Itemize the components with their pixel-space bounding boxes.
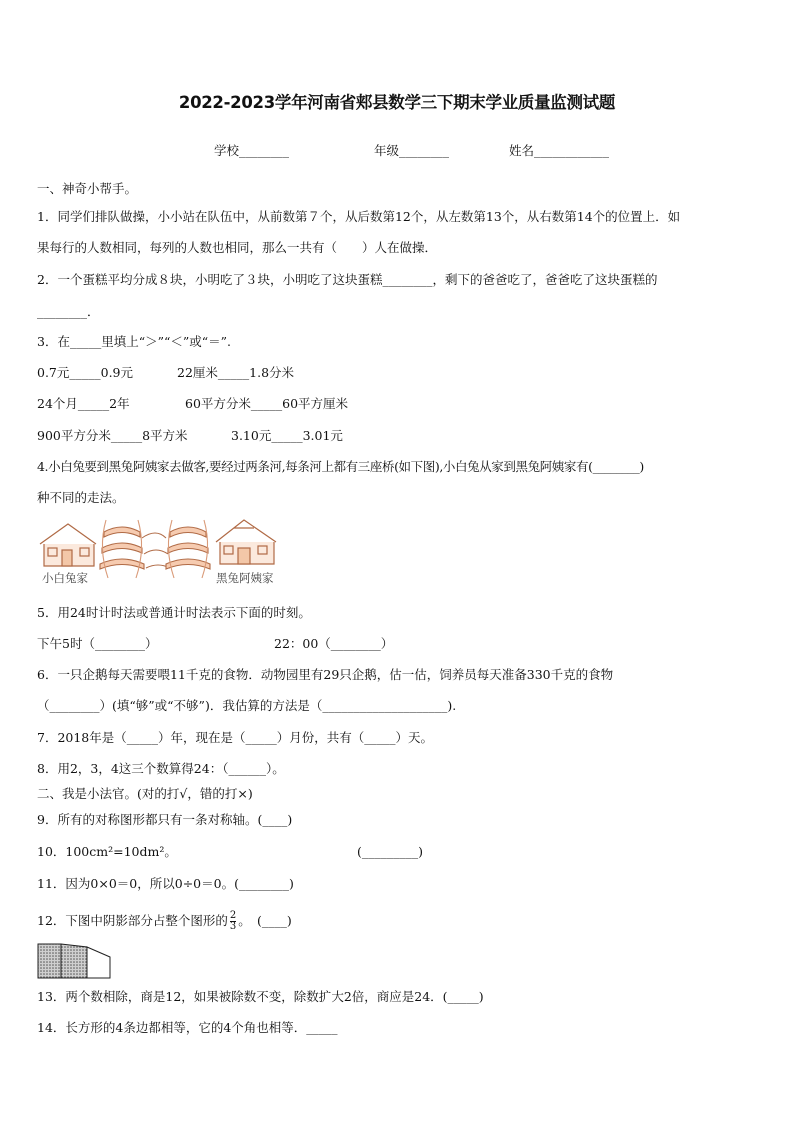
- question-3-stem: 3．在_____里填上“＞”“＜”或“＝”.: [37, 334, 232, 349]
- shaded-figure-drawing: [37, 943, 113, 979]
- page-title: 2022-2023学年河南省郏县数学三下期末学业质量监测试题: [178, 93, 616, 112]
- question-1-line-1: 1．同学们排队做操，小小站在队伍中，从前数第７个，从后数第12个，从左数第13个，从右数第14个的位置上．如: [37, 209, 681, 224]
- question-12-tail: 。 (____): [238, 913, 292, 928]
- question-13: 13．两个数相除，商是12，如果被除数不变，除数扩大2倍，商应是24．(_____): [37, 989, 484, 1004]
- fraction: [230, 911, 236, 932]
- question-2-line-1: 2．一个蛋糕平均分成８块，小明吃了３块，小明吃了这块蛋糕________，剩下的爸爸吃了，爸爸吃了这块蛋糕的: [37, 272, 658, 287]
- school-field: 学校________: [214, 143, 290, 158]
- question-3-item-c: 24个月_____2年: [37, 396, 130, 411]
- label-white-rabbit-home: 小白兔家: [42, 571, 88, 585]
- question-6-line-1: 6．一只企鹅每天需要喂11千克的食物．动物园里有29只企鹅，估一估，饲养员每天准备330千克的食物: [37, 667, 614, 682]
- fraction-numerator: 2: [229, 910, 237, 921]
- question-4-line-2: 种不同的走法。: [37, 490, 125, 505]
- question-12-line: [37, 911, 292, 932]
- grade-field: 年级________: [374, 143, 450, 158]
- question-3-item-e: 900平方分米_____8平方米: [37, 428, 188, 443]
- river-1-bridges-icon: [100, 520, 144, 578]
- question-5-item-a: 下午5时（________）: [37, 636, 158, 651]
- question-3-item-d: 60平方分米_____60平方厘米: [185, 396, 349, 411]
- question-10-stem: 10．100cm²=10dm²。: [37, 844, 177, 859]
- question-5-item-b: 22：00（________）: [274, 636, 394, 651]
- question-9: 9．所有的对称图形都只有一条对称轴。(____): [37, 812, 293, 827]
- name-field: 姓名____________: [509, 143, 610, 158]
- shaded-figure: [37, 943, 113, 979]
- bridge-illustration: [38, 518, 284, 588]
- question-2-line-2: ________．: [37, 304, 100, 319]
- section-2-heading: 二、我是小法官。(对的打√，错的打×): [37, 786, 253, 801]
- question-3-item-a: 0.7元_____0.9元: [37, 365, 134, 380]
- question-3-item-f: 3.10元_____3.01元: [231, 428, 343, 443]
- question-5-stem: 5．用24时计时法或普通计时法表示下面的时刻。: [37, 605, 311, 620]
- fraction-denominator: 3: [229, 921, 237, 932]
- question-8: 8．用2，3，4这三个数算得24：（______）。: [37, 761, 285, 776]
- question-10-blank: (_________): [357, 844, 424, 859]
- question-6-line-2: （________）(填“够”或“不够”)．我估算的方法是（____________________).: [37, 698, 457, 713]
- left-house-icon: [40, 524, 96, 566]
- question-11: 11．因为0×0＝0，所以0÷0＝0。(________): [37, 876, 294, 891]
- question-4-line-1: 4.小白兔要到黑兔阿姨家去做客,要经过两条河,每条河上都有三座桥(如下图),小白兔从家到黑兔阿姨家有(________): [37, 459, 644, 474]
- river-2-bridges-icon: [166, 520, 210, 578]
- section-1-heading: 一、神奇小帮手。: [37, 181, 138, 196]
- question-3-item-b: 22厘米_____1.8分米: [177, 365, 295, 380]
- question-7: 7．2018年是（_____）年，现在是（_____）月份，共有（_____）天。: [37, 730, 434, 745]
- question-1-line-2: 果每行的人数相同，每列的人数也相同，那么一共有（ ）人在做操．: [37, 240, 438, 255]
- right-house-icon: [216, 520, 276, 564]
- question-14: 14．长方形的4条边都相等，它的4个角也相等．_____: [37, 1020, 338, 1035]
- label-black-rabbit-home: 黑兔阿姨家: [216, 571, 274, 585]
- question-12-stem: 12．下图中阴影部分占整个图形的: [37, 913, 228, 928]
- path-lines-icon: [142, 533, 170, 568]
